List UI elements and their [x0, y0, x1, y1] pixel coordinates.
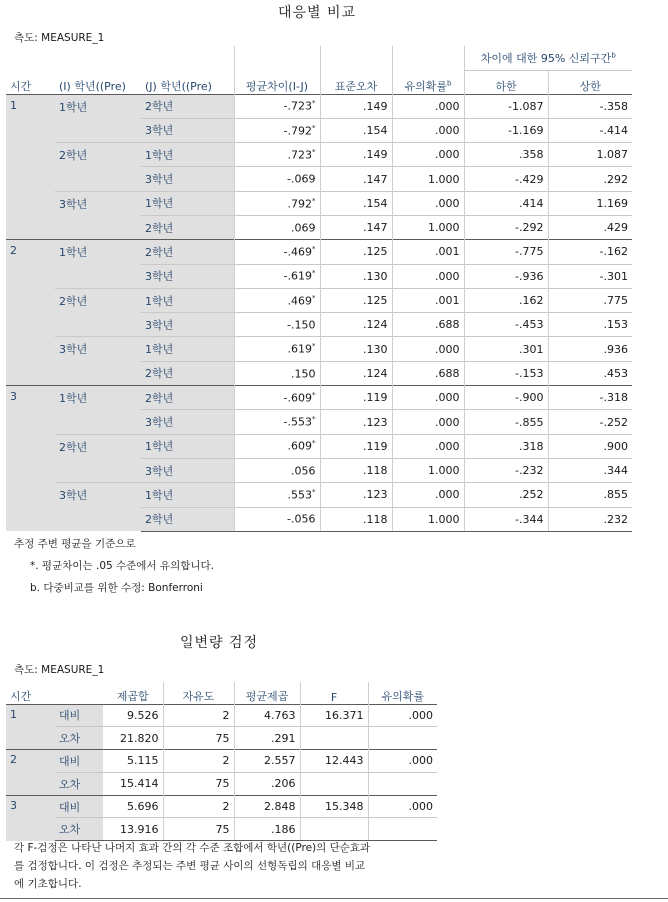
uv-ss-cell: 13.916 — [103, 818, 163, 841]
se-cell: .125 — [320, 288, 392, 312]
mean-diff-cell — [234, 434, 320, 458]
se-cell: .149 — [320, 143, 392, 167]
uv-header-ss: 제곱합 — [116, 689, 149, 703]
mean-diff-value: -.792 — [283, 124, 312, 138]
sig-cell: 1.000 — [392, 507, 464, 531]
mean-diff-cell — [234, 288, 320, 312]
ci-lower-cell: -.232 — [464, 458, 548, 482]
univariate-table — [6, 682, 437, 841]
uv-df-cell: 2 — [163, 704, 234, 727]
sig-cell: .000 — [392, 264, 464, 288]
mean-diff-cell — [234, 386, 320, 410]
mean-diff-cell — [234, 240, 320, 264]
grade-j-cell: 1학년 — [141, 143, 234, 167]
sig-cell: .000 — [392, 337, 464, 361]
mean-diff-value: -.723 — [283, 99, 312, 113]
sig-cell: .001 — [392, 288, 464, 312]
mean-diff-value: .469 — [287, 294, 312, 308]
sig-cell: 1.000 — [392, 167, 464, 191]
univariate-row — [6, 750, 437, 773]
uv-ss-cell: 21.820 — [103, 727, 163, 750]
sig-cell: 1.000 — [392, 458, 464, 482]
ci-lower-cell: -.855 — [464, 410, 548, 434]
page-bottom-rule — [0, 898, 668, 899]
significance-star: * — [312, 488, 316, 497]
grade-j-cell: 1학년 — [141, 337, 234, 361]
ci-lower-cell: -.900 — [464, 386, 548, 410]
significance-star: * — [312, 196, 316, 205]
univariate-footnote-line-3: 에 기초합니다. — [14, 878, 82, 890]
se-cell: .125 — [320, 240, 392, 264]
mean-diff-value: -.553 — [283, 415, 312, 429]
ci-lower-cell: -.429 — [464, 167, 548, 191]
uv-ms-cell: .206 — [234, 772, 300, 795]
sig-cell: .000 — [392, 386, 464, 410]
uv-ss-cell: 5.696 — [103, 795, 163, 818]
mean-diff-cell — [234, 118, 320, 142]
mean-diff-value: .723 — [287, 148, 312, 162]
pairwise-row — [6, 434, 632, 458]
grade-i-cell: 3학년 — [55, 483, 141, 532]
sig-cell: .000 — [392, 143, 464, 167]
univariate-measure: 측도: MEASURE_1 — [14, 664, 105, 676]
ci-upper-cell: .855 — [548, 483, 632, 507]
significance-star: * — [312, 439, 316, 448]
ci-lower-cell: .414 — [464, 191, 548, 215]
mean-diff-cell — [234, 167, 320, 191]
significance-star: * — [312, 99, 316, 108]
se-cell: .119 — [320, 386, 392, 410]
ci-upper-cell: -.358 — [548, 94, 632, 118]
mean-diff-value: .619 — [287, 342, 312, 356]
grade-j-cell: 1학년 — [141, 434, 234, 458]
ci-upper-cell: -.162 — [548, 240, 632, 264]
grade-j-cell: 2학년 — [141, 507, 234, 531]
mean-diff-cell — [234, 94, 320, 118]
ci-lower-cell: -.153 — [464, 361, 548, 385]
pairwise-note-basis: 추정 주변 평균을 기준으로 — [14, 538, 136, 550]
se-cell: .119 — [320, 434, 392, 458]
ci-upper-cell: .344 — [548, 458, 632, 482]
grade-i-cell: 2학년 — [55, 434, 141, 483]
ci-upper-cell: .936 — [548, 337, 632, 361]
ci-upper-cell: -.301 — [548, 264, 632, 288]
header-time: 시간 — [10, 79, 32, 93]
uv-ms-cell: .186 — [234, 818, 300, 841]
grade-i-cell: 1학년 — [55, 94, 141, 143]
grade-i-cell: 2학년 — [55, 143, 141, 192]
mean-diff-value: .609 — [287, 440, 312, 454]
grade-j-cell: 1학년 — [141, 288, 234, 312]
uv-header-df: 자유도 — [163, 682, 234, 704]
significance-star: * — [312, 123, 316, 132]
univariate-footnote-line-2: 를 검정합니다. 이 검정은 추정되는 주변 평균 사이의 선형독립의 대응별 비교 — [14, 860, 366, 872]
pairwise-row — [6, 288, 632, 312]
ci-lower-cell: -.936 — [464, 264, 548, 288]
se-cell: .149 — [320, 94, 392, 118]
header-i: (I) 학년((Pre) — [59, 79, 126, 93]
grade-i-cell: 3학년 — [55, 337, 141, 386]
uv-source-cell: 대비 — [55, 795, 103, 818]
grade-i-cell: 2학년 — [55, 288, 141, 337]
uv-sig-cell — [368, 772, 437, 795]
mean-diff-cell — [234, 191, 320, 215]
pairwise-note-adjustment: b. 다중비교를 위한 수정: Bonferroni — [30, 582, 203, 594]
pairwise-row — [6, 386, 632, 410]
se-cell: .154 — [320, 118, 392, 142]
uv-header-sig: 유의확률 — [368, 682, 437, 704]
uv-sig-cell — [368, 818, 437, 841]
pairwise-row — [6, 337, 632, 361]
mean-diff-value: .553 — [287, 488, 312, 502]
mean-diff-cell — [234, 361, 320, 385]
mean-diff-value: .069 — [291, 221, 316, 235]
grade-j-cell: 1학년 — [141, 483, 234, 507]
sig-cell: .688 — [392, 361, 464, 385]
mean-diff-value: -.469 — [283, 245, 312, 259]
sig-cell: .000 — [392, 118, 464, 142]
se-cell: .123 — [320, 410, 392, 434]
ci-upper-cell: -.318 — [548, 386, 632, 410]
ci-lower-cell: .318 — [464, 434, 548, 458]
mean-diff-cell — [234, 337, 320, 361]
ci-upper-cell: -.414 — [548, 118, 632, 142]
pairwise-row — [6, 143, 632, 167]
mean-diff-value: -.619 — [283, 270, 312, 284]
grade-j-cell: 2학년 — [141, 361, 234, 385]
univariate-row — [6, 772, 437, 795]
header-ci: 차이에 대한 95% 신뢰구간$^b$ — [464, 46, 632, 70]
grade-i-cell: 1학년 — [55, 386, 141, 435]
univariate-row — [6, 704, 437, 727]
pairwise-note-significance: *. 평균차이는 .05 수준에서 유의합니다. — [30, 560, 214, 572]
ci-upper-cell: 1.087 — [548, 143, 632, 167]
mean-diff-cell — [234, 410, 320, 434]
se-cell: .118 — [320, 507, 392, 531]
grade-j-cell: 3학년 — [141, 313, 234, 337]
mean-diff-cell — [234, 313, 320, 337]
significance-star: * — [312, 390, 316, 399]
mean-diff-value: -.069 — [287, 172, 316, 186]
pairwise-row — [6, 191, 632, 215]
uv-ss-cell: 5.115 — [103, 750, 163, 773]
uv-f-cell: 12.443 — [300, 750, 368, 773]
grade-j-cell: 3학년 — [141, 458, 234, 482]
uv-time-cell: 2 — [6, 750, 55, 796]
pairwise-measure: 측도: MEASURE_1 — [14, 32, 105, 44]
grade-j-cell: 3학년 — [141, 118, 234, 142]
mean-diff-value: .792 — [287, 197, 312, 211]
significance-star: * — [312, 293, 316, 302]
uv-time-cell: 1 — [6, 704, 55, 750]
uv-df-cell: 2 — [163, 795, 234, 818]
pairwise-row — [6, 94, 632, 118]
grade-j-cell: 3학년 — [141, 410, 234, 434]
grade-j-cell: 1학년 — [141, 191, 234, 215]
pairwise-title: 대응별 비교 — [278, 5, 357, 21]
univariate-row — [6, 795, 437, 818]
ci-lower-cell: -.344 — [464, 507, 548, 531]
mean-diff-cell — [234, 143, 320, 167]
uv-df-cell: 75 — [163, 727, 234, 750]
ci-lower-cell: -1.087 — [464, 94, 548, 118]
uv-df-cell: 75 — [163, 818, 234, 841]
uv-source-cell: 대비 — [55, 750, 103, 773]
grade-j-cell: 3학년 — [141, 264, 234, 288]
grade-j-cell: 2학년 — [141, 215, 234, 239]
uv-sig-cell: .000 — [368, 750, 437, 773]
significance-star: * — [312, 147, 316, 156]
time-cell: 1 — [6, 94, 55, 240]
univariate-footnote-line-1: 각 F-검정은 나타난 나머지 효과 간의 각 수준 조합에서 학년((Pre)의 단순효과 — [14, 842, 371, 854]
mean-diff-value: -.056 — [287, 513, 316, 527]
ci-upper-cell: .775 — [548, 288, 632, 312]
se-cell: .130 — [320, 337, 392, 361]
header-upper: 상한 — [548, 70, 632, 94]
uv-ss-cell: 9.526 — [103, 704, 163, 727]
uv-source-cell: 대비 — [55, 704, 103, 727]
pairwise-row — [6, 240, 632, 264]
significance-star: * — [312, 342, 316, 351]
uv-f-cell: 15.348 — [300, 795, 368, 818]
pairwise-row — [6, 483, 632, 507]
uv-header-time: 시간 — [10, 689, 32, 703]
grade-j-cell: 2학년 — [141, 386, 234, 410]
ci-lower-cell: .162 — [464, 288, 548, 312]
uv-f-cell — [300, 818, 368, 841]
uv-f-cell — [300, 772, 368, 795]
uv-source-cell: 오차 — [55, 818, 103, 841]
grade-i-cell: 3학년 — [55, 191, 141, 240]
ci-lower-cell: -1.169 — [464, 118, 548, 142]
mean-diff-value: .150 — [291, 367, 316, 381]
ci-upper-cell: .153 — [548, 313, 632, 337]
sig-cell: .001 — [392, 240, 464, 264]
univariate-title: 일변량 검정 — [180, 635, 259, 651]
ci-upper-cell: .900 — [548, 434, 632, 458]
se-cell: .130 — [320, 264, 392, 288]
ci-upper-cell: .429 — [548, 215, 632, 239]
ci-lower-cell: -.292 — [464, 215, 548, 239]
uv-source-cell: 오차 — [55, 772, 103, 795]
uv-source-cell: 오차 — [55, 727, 103, 750]
univariate-row — [6, 818, 437, 841]
ci-upper-cell: -.252 — [548, 410, 632, 434]
sig-cell: .000 — [392, 191, 464, 215]
header-j: (J) 학년((Pre) — [145, 79, 212, 93]
mean-diff-cell — [234, 264, 320, 288]
univariate-row — [6, 727, 437, 750]
header-mean-diff: 평균차이(I-J) — [234, 70, 320, 94]
uv-ms-cell: 4.763 — [234, 704, 300, 727]
sig-cell: .000 — [392, 434, 464, 458]
ci-upper-cell: .232 — [548, 507, 632, 531]
se-cell: .123 — [320, 483, 392, 507]
se-cell: .147 — [320, 167, 392, 191]
uv-df-cell: 75 — [163, 772, 234, 795]
grade-j-cell: 3학년 — [141, 167, 234, 191]
uv-f-cell: 16.371 — [300, 704, 368, 727]
sig-cell: .000 — [392, 94, 464, 118]
uv-header-ms: 평균제곱 — [234, 682, 300, 704]
grade-j-cell: 2학년 — [141, 240, 234, 264]
time-cell: 3 — [6, 386, 55, 532]
pairwise-table — [6, 46, 632, 532]
mean-diff-cell — [234, 507, 320, 531]
sig-cell: 1.000 — [392, 215, 464, 239]
sig-cell: .688 — [392, 313, 464, 337]
sig-cell: .000 — [392, 410, 464, 434]
uv-ss-cell: 15.414 — [103, 772, 163, 795]
uv-header-f: F — [300, 682, 368, 704]
significance-star: * — [312, 245, 316, 254]
uv-sig-cell: .000 — [368, 795, 437, 818]
uv-ms-cell: 2.848 — [234, 795, 300, 818]
se-cell: .118 — [320, 458, 392, 482]
ci-lower-cell: .358 — [464, 143, 548, 167]
mean-diff-value: -.609 — [283, 391, 312, 405]
ci-upper-cell: 1.169 — [548, 191, 632, 215]
se-cell: .154 — [320, 191, 392, 215]
significance-star: * — [312, 269, 316, 278]
grade-i-cell: 1학년 — [55, 240, 141, 289]
mean-diff-value: .056 — [291, 464, 316, 478]
time-cell: 2 — [6, 240, 55, 386]
uv-sig-cell: .000 — [368, 704, 437, 727]
grade-j-cell: 2학년 — [141, 94, 234, 118]
uv-ms-cell: 2.557 — [234, 750, 300, 773]
uv-ms-cell: .291 — [234, 727, 300, 750]
se-cell: .124 — [320, 313, 392, 337]
se-cell: .147 — [320, 215, 392, 239]
mean-diff-cell — [234, 215, 320, 239]
ci-lower-cell: -.775 — [464, 240, 548, 264]
significance-star: * — [312, 415, 316, 424]
mean-diff-cell — [234, 458, 320, 482]
uv-sig-cell — [368, 727, 437, 750]
header-sig: 유의확률$^b$ — [392, 70, 464, 94]
mean-diff-value: -.150 — [287, 318, 316, 332]
ci-lower-cell: .301 — [464, 337, 548, 361]
mean-diff-cell — [234, 483, 320, 507]
header-se: 표준오차 — [320, 70, 392, 94]
ci-upper-cell: .453 — [548, 361, 632, 385]
ci-lower-cell: .252 — [464, 483, 548, 507]
ci-upper-cell: .292 — [548, 167, 632, 191]
ci-lower-cell: -.453 — [464, 313, 548, 337]
uv-df-cell: 2 — [163, 750, 234, 773]
uv-f-cell — [300, 727, 368, 750]
sig-cell: .000 — [392, 483, 464, 507]
uv-time-cell: 3 — [6, 795, 55, 841]
header-lower: 하한 — [464, 70, 548, 94]
se-cell: .124 — [320, 361, 392, 385]
